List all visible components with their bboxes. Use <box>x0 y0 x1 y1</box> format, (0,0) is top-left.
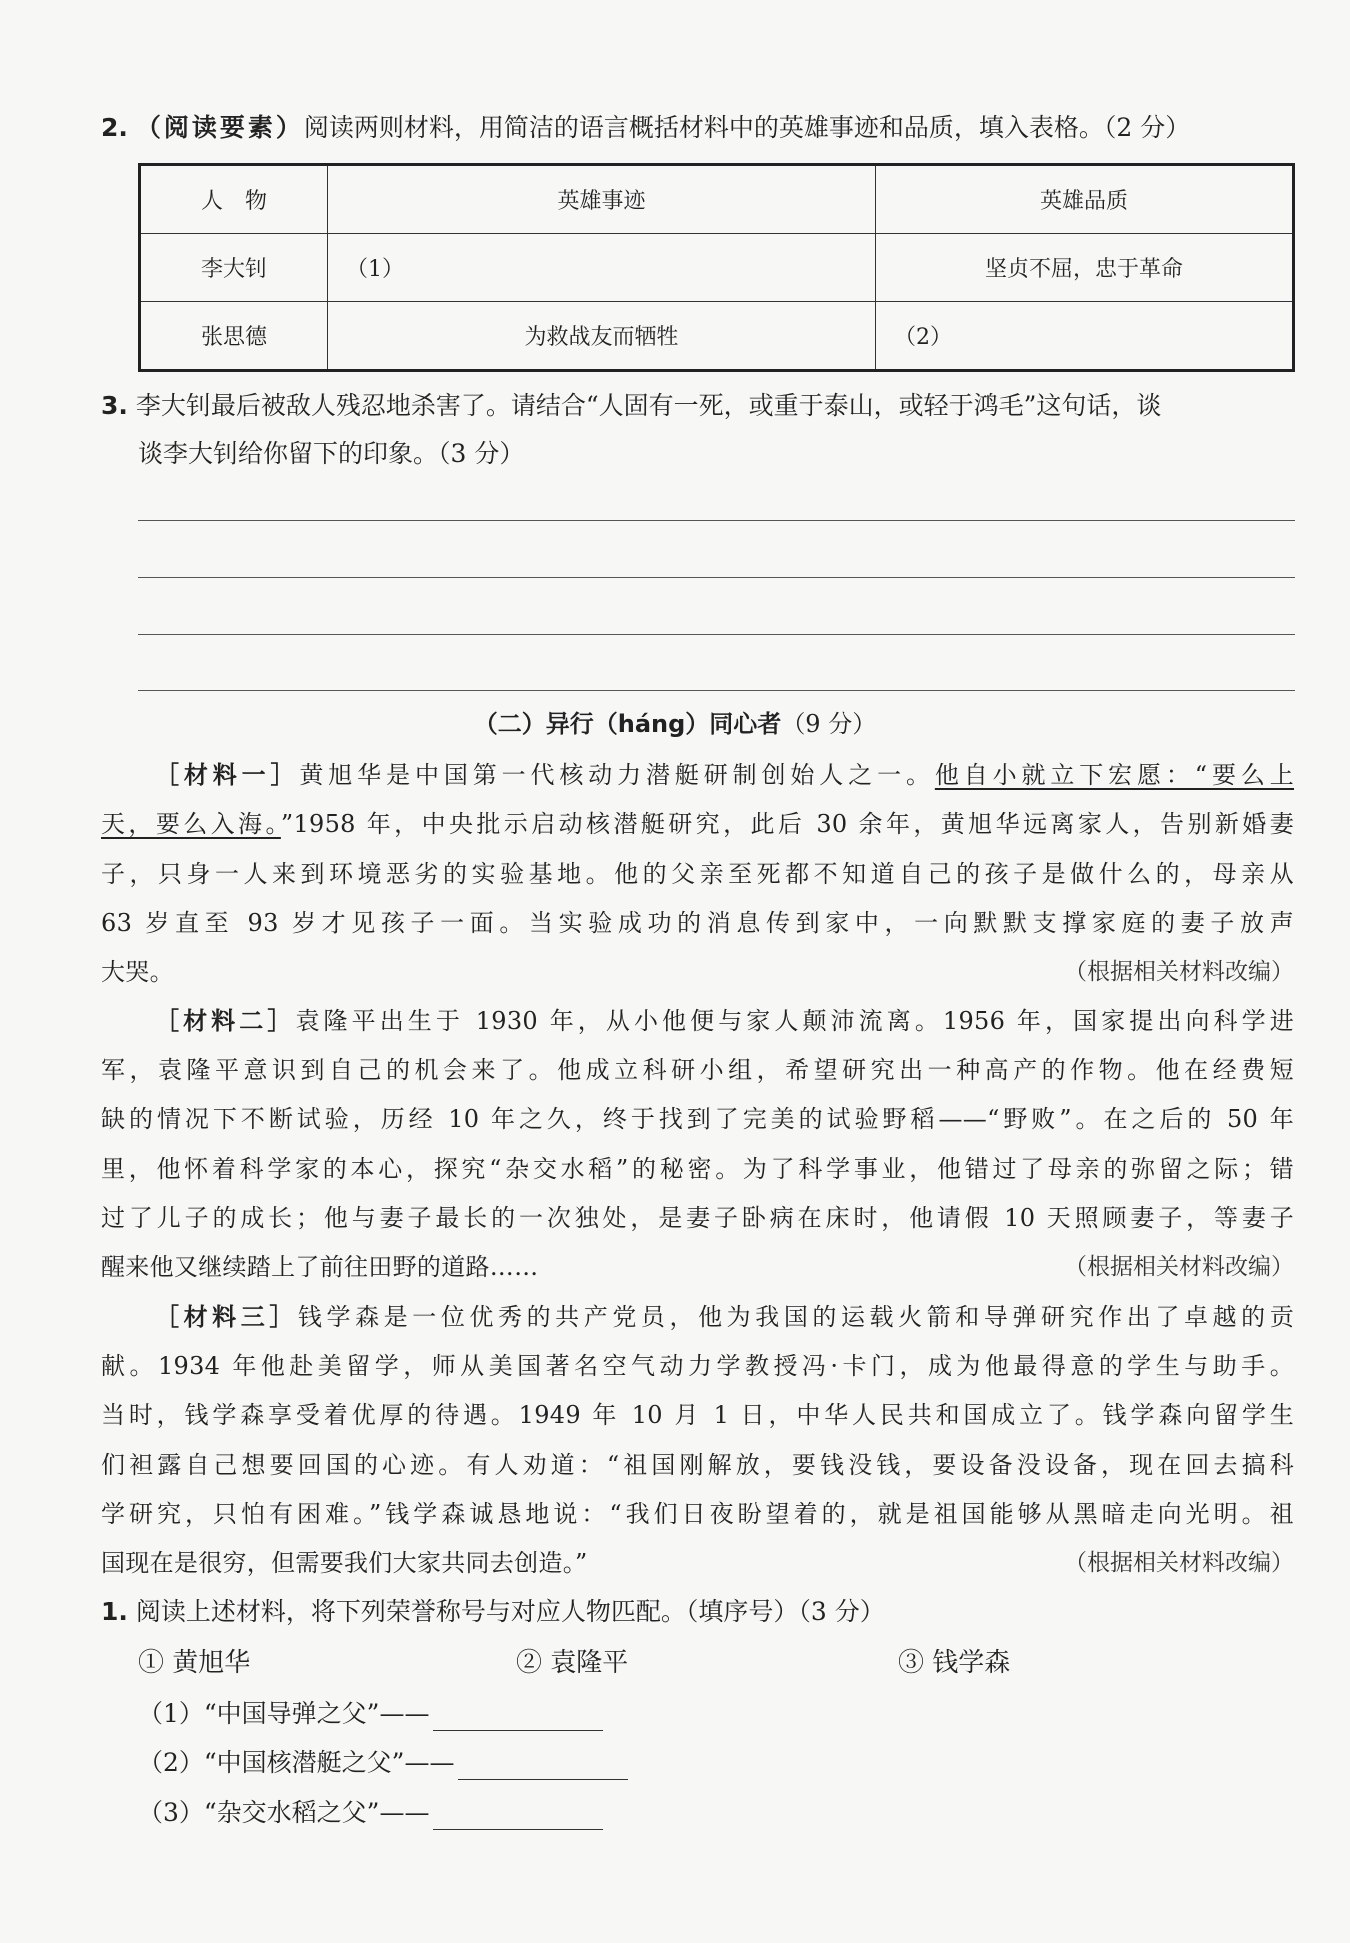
answer-line[interactable] <box>138 520 1295 521</box>
material-1-line: 天，要么入海。”1958 年，中央批示启动核潜艇研究，此后 30 余年，黄旭华远离家人，告别新婚妻 <box>101 810 1294 838</box>
material-3-line: 国现在是很穷，但需要我们大家共同去创造。” <box>101 1549 588 1577</box>
section-title-text: （二）异行（háng）同心者 <box>473 710 782 738</box>
question-text: 阅读两则材料，用简洁的语言概括材料中的英雄事迹和品质，填入表格。（2 分） <box>303 113 1191 142</box>
question-number: 1. <box>101 1597 128 1626</box>
question-number: 3. <box>101 391 128 420</box>
section-score: （9 分） <box>781 710 877 738</box>
question-text-line: 李大钊最后被敌人残忍地杀害了。请结合“人固有一死，或重于泰山，或轻于鸿毛”这句话，谈 <box>135 391 1162 420</box>
answer-blank[interactable] <box>458 1753 628 1780</box>
material-2-line: 过了儿子的成长；他与妻子最长的一次独处，是妻子卧病在床时，他请假 10 天照顾妻子，等妻子 <box>101 1204 1294 1232</box>
option-huang: ① 黄旭华 <box>138 1648 251 1678</box>
source-note: （根据相关材料改编） <box>1064 1254 1294 1280</box>
answer-blank[interactable] <box>433 1803 603 1830</box>
material-3-line: 当时，钱学森享受着优厚的待遇。1949 年 10 月 1 日，中华人民共和国成立了。钱学森向留学生 <box>101 1401 1294 1429</box>
material-2-line: ［材料二］袁隆平出生于 1930 年，从小他便与家人颠沛流离。1956 年，国家提出向科学进 <box>155 1007 1295 1035</box>
question-tag: （阅读要素） <box>135 113 304 142</box>
material-1-line: 大哭。 <box>101 958 174 986</box>
underlined-text: 他自小就立下宏愿：“要么上 <box>934 761 1295 789</box>
question-1 <box>101 1595 885 1629</box>
material-tag: ［材料三］ <box>155 1303 298 1331</box>
material-tag: ［材料一］ <box>155 761 300 789</box>
table-header-deeds: 英雄事迹 <box>328 165 876 234</box>
table-cell: 为救战友而牺牲 <box>328 302 876 371</box>
material-2-line: 里，他怀着科学家的本心，探究“杂交水稻”的秘密。为了科学事业，他错过了母亲的弥留之际；错 <box>101 1155 1294 1183</box>
material-1-line: 子，只身一人来到环境恶劣的实验基地。他的父亲至死都不知道自己的孩子是做什么的，母亲从 <box>101 860 1294 888</box>
material-tag: ［材料二］ <box>155 1007 296 1035</box>
table-cell: 坚贞不屈，忠于革命 <box>876 234 1294 302</box>
underlined-text: 天，要么入海。 <box>101 810 281 838</box>
question-text: 阅读上述材料，将下列荣誉称号与对应人物匹配。（填序号）（3 分） <box>135 1597 885 1626</box>
match-item: （2）“中国核潜艇之父”—— <box>138 1746 628 1780</box>
material-1-line: ［材料一］黄旭华是中国第一代核动力潜艇研制创始人之一。他自小就立下宏愿：“要么上 <box>155 761 1295 789</box>
table-cell-blank[interactable]: （1） <box>328 234 876 302</box>
question-text-line: 谈李大钊给你留下的印象。（3 分） <box>138 439 525 468</box>
question-number: 2. <box>101 113 128 142</box>
answer-blank[interactable] <box>433 1704 603 1731</box>
answer-line[interactable] <box>138 577 1295 578</box>
hero-table <box>138 163 1295 372</box>
material-2-line: 缺的情况下不断试验，历经 10 年之久，终于找到了完美的试验野稻——“野败”。在之后的 50 年 <box>101 1105 1294 1133</box>
option-yuan: ② 袁隆平 <box>516 1648 629 1678</box>
table-header-person: 人 物 <box>140 165 328 234</box>
material-2-line: 军，袁隆平意识到自己的机会来了。他成立科研小组，希望研究出一种高产的作物。他在经费短 <box>101 1056 1294 1084</box>
table-cell-blank[interactable]: （2） <box>876 302 1294 371</box>
question-2 <box>101 111 1190 145</box>
section-title <box>0 704 1350 739</box>
table-header-quality: 英雄品质 <box>876 165 1294 234</box>
question-3 <box>101 389 1161 423</box>
material-3-line: 献。1934 年他赴美留学，师从美国著名空气动力学教授冯·卡门，成为他最得意的学生与助手。 <box>101 1352 1294 1380</box>
option-qian: ③ 钱学森 <box>898 1648 1011 1678</box>
material-3-line: 们袒露自己想要回国的心迹。有人劝道：“祖国刚解放，要钱没钱，要设备没设备，现在回去搞科 <box>101 1451 1294 1479</box>
material-3-line: 学研究，只怕有困难。”钱学森诚恳地说：“我们日夜盼望着的，就是祖国能够从黑暗走向光明。祖 <box>101 1500 1294 1528</box>
table-cell: 李大钊 <box>140 234 328 302</box>
answer-line[interactable] <box>138 634 1295 635</box>
match-item: （3）“杂交水稻之父”—— <box>138 1796 603 1830</box>
table-row <box>140 234 1294 302</box>
match-item: （1）“中国导弹之父”—— <box>138 1697 603 1731</box>
source-note: （根据相关材料改编） <box>1064 959 1294 985</box>
material-1-line: 63 岁直至 93 岁才见孩子一面。当实验成功的消息传到家中，一向默默支撑家庭的妻子放声 <box>101 909 1294 937</box>
source-note: （根据相关材料改编） <box>1064 1550 1294 1576</box>
answer-line[interactable] <box>138 690 1295 691</box>
material-2-line: 醒来他又继续踏上了前往田野的道路…… <box>101 1253 539 1281</box>
material-3-line: ［材料三］钱学森是一位优秀的共产党员，他为我国的运载火箭和导弹研究作出了卓越的贡 <box>155 1303 1295 1331</box>
table-row <box>140 302 1294 371</box>
table-cell: 张思德 <box>140 302 328 371</box>
